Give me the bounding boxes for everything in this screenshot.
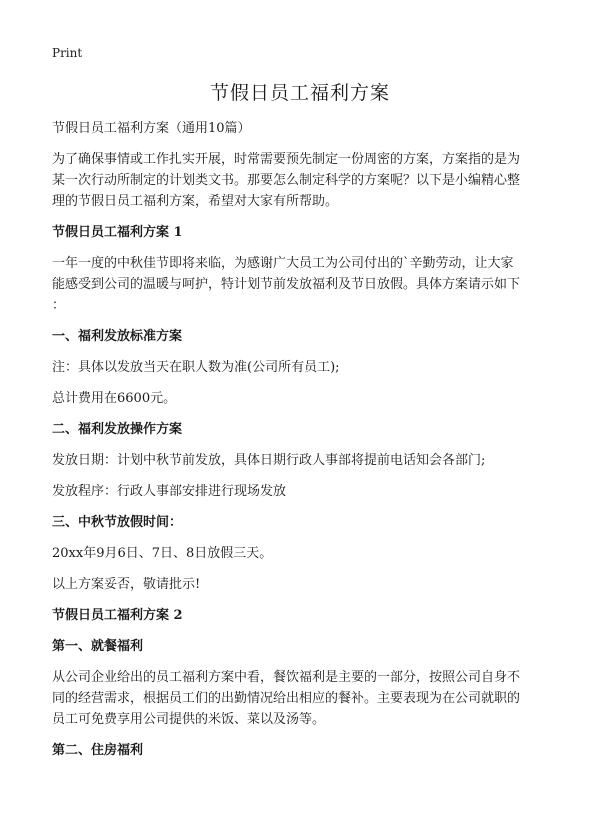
part2-section2-heading: 第二、住房福利 (52, 743, 144, 758)
part2-section1-line: 员工可免费享用公司提供的米饭、菜以及汤等。 (52, 712, 326, 727)
section1-line: 注：具体以发放当天在职人数为准(公司所有员工); (52, 360, 340, 375)
section2-heading: 二、福利发放操作方案 (52, 422, 183, 437)
intro-line: 某一次行动所制定的计划类文书。那要怎么制定科学的方案呢？以下是小编精心整 (52, 173, 521, 188)
section2-line: 发放日期：计划中秋节前发放，具体日期行政人事部将提前电话知会各部门; (52, 453, 486, 468)
part1-heading: 节假日员工福利方案 1 (52, 225, 183, 240)
section1-heading: 一、福利发放标准方案 (52, 329, 183, 344)
intro-line: 为了确保事情或工作扎实开展，时常需要预先制定一份周密的方案，方案指的是为 (52, 152, 521, 167)
closing-line: 以上方案妥否，敬请批示! (52, 577, 201, 592)
document-body (52, 118, 550, 761)
section3-line: 20xx年9月6日、7日、8日放假三天。 (52, 546, 273, 561)
part2-section1-line: 从公司企业给出的员工福利方案中看，餐饮福利是主要的一部分，按照公司自身不 (52, 670, 521, 685)
part2-section1-paragraph (52, 667, 550, 730)
intro-paragraph (52, 149, 550, 212)
part1-intro-paragraph (52, 253, 550, 316)
part1-intro-line: 能感受到公司的温暖与呵护，特计划节前发放福利及节日放假。具体方案请示如下 (52, 277, 521, 292)
section3-heading: 三、中秋节放假时间： (52, 515, 183, 530)
part1-intro-line: 一年一度的中秋佳节即将来临，为感谢广大员工为公司付出的`辛勤劳动，让大家 (52, 256, 514, 271)
part2-section1-line: 同的经营需求，根据员工们的出勤情况给出相应的餐补。主要表现为在公司就职的 (52, 691, 521, 706)
intro-line: 理的节假日员工福利方案，希望对大家有所帮助。 (52, 194, 339, 209)
print-label[interactable]: Print (52, 46, 83, 60)
section1-line: 总计费用在6600元。 (52, 391, 177, 406)
document-title: 节假日员工福利方案 (209, 82, 390, 104)
document-subtitle: 节假日员工福利方案（通用10篇） (52, 121, 251, 136)
part2-heading: 节假日员工福利方案 2 (52, 608, 183, 623)
section2-line: 发放程序：行政人事部安排进行现场发放 (52, 484, 287, 499)
part2-section1-heading: 第一、就餐福利 (52, 639, 144, 654)
part1-intro-line: ： (52, 298, 66, 313)
